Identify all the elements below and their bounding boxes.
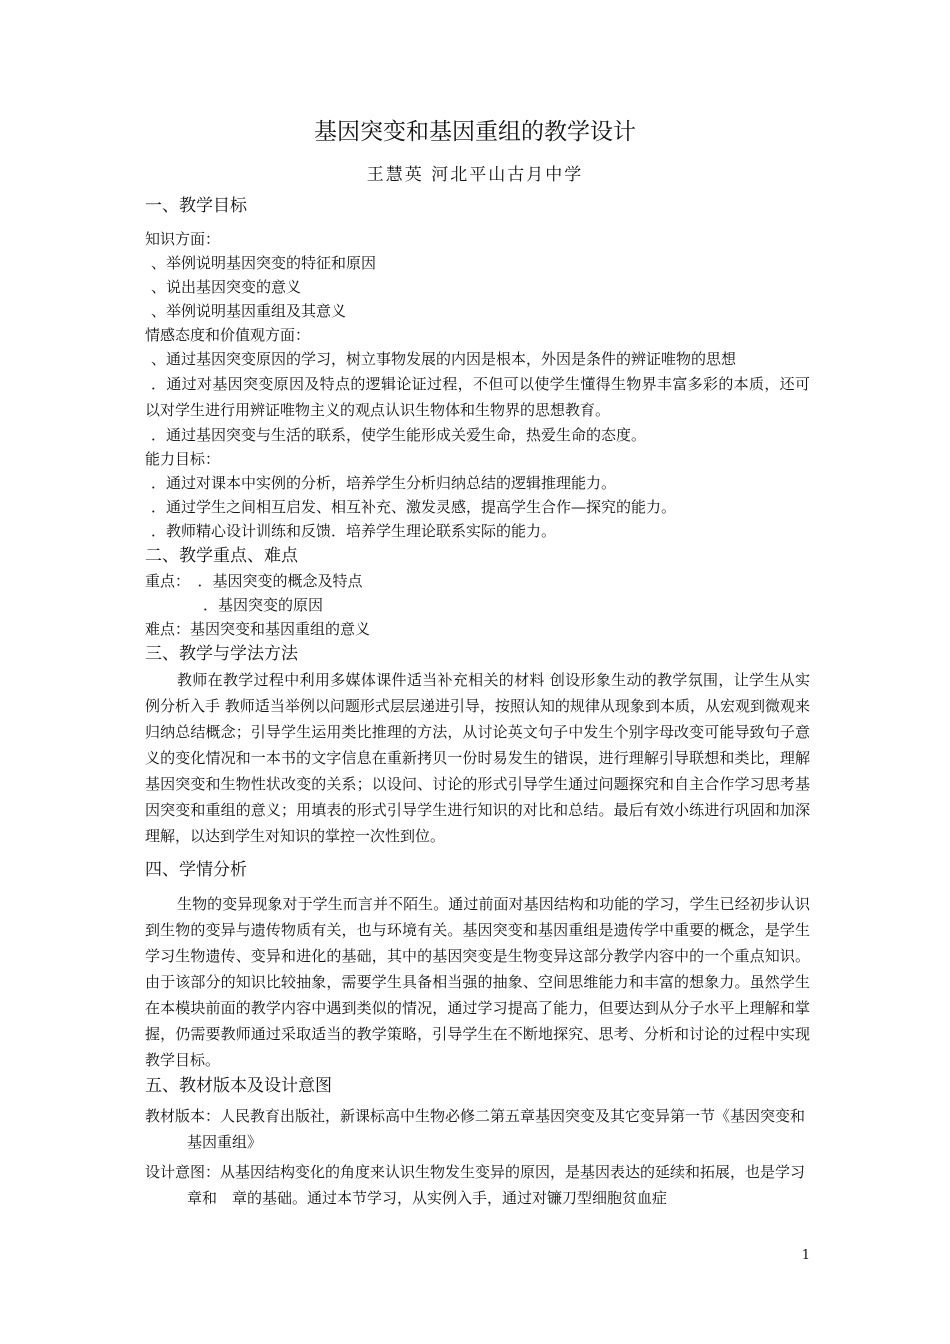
page-number: 1 bbox=[801, 1248, 810, 1263]
ability-label: 能力目标： bbox=[145, 450, 221, 468]
document-body bbox=[145, 193, 821, 1211]
ability-item: ．通过对课本中实例的分析，培养学生分析归纳总结的逻辑推理能力。 bbox=[151, 474, 617, 492]
difficulty-line: 难点：基因突变和基因重组的意义 bbox=[145, 620, 371, 638]
knowledge-item: 、说出基因突变的意义 bbox=[151, 278, 302, 296]
section-heading-methods: 三、教学与学法方法 bbox=[145, 644, 298, 664]
key-point-line: ．基因突变的原因 bbox=[203, 596, 324, 614]
ability-item: ．教师精心设计训练和反馈．培养学生理论联系实际的能力。 bbox=[151, 522, 557, 540]
author-line: 王慧英 河北平山古月中学 bbox=[366, 165, 584, 185]
key-point-line: 重点： ．基因突变的概念及特点 bbox=[145, 572, 363, 590]
learner-analysis-paragraph: 生物的变异现象对于学生而言并不陌生。通过前面对基因结构和功能的学习，学生已经初步认识到生物的变异与遗传物质有关，也与环境有关。基因突变和基因重组是遗传学中重要的概念，是学生学习生物遗传、变异和进化的基础，其中的基因突变是生物变异这部分教学内容中的一个重点知识。由于该部分的知识比较抽象，需要学生具备相当强的抽象、空间思维能力和丰富的想象力。虽然学生在本模块前面的教学内容中遇到类似的情况，通过学习提高了能力，但要达到从分子水平上理解和掌握，仍需要教师通过采取适当的教学策略，引导学生在不断地探究、思考、分析和讨论的过程中实现教学目标。 bbox=[145, 895, 810, 1069]
knowledge-label: 知识方面： bbox=[145, 230, 221, 248]
textbook-edition: 教材版本：人民教育出版社，新课标高中生物必修二第五章基因突变及其它变异第一节《基因突变和基因重组》 bbox=[145, 1107, 806, 1151]
ability-item: ．通过学生之间相互启发、相互补充、激发灵感，提高学生合作—探究的能力。 bbox=[151, 498, 677, 516]
emotion-item: ．通过基因突变与生活的联系，使学生能形成关爱生命，热爱生命的态度。 bbox=[151, 426, 647, 444]
emotion-item: ．通过对基因突变原因及特点的逻辑论证过程，不但可以使学生懂得生物界丰富多彩的本质，还可以对学生进行用辨证唯物主义的观点认识生物体和生物界的思想教育。 bbox=[145, 375, 810, 419]
methods-paragraph: 教师在教学过程中利用多媒体课件适当补充相关的材料 创设形象生动的教学氛围，让学生从实例分析入手 教师适当举例以问题形式层层递进引导，按照认知的规律从现象到本质，从宏观到微观来归纳总结概念；引导学生运用类比推理的方法，从讨论英文句子中发生个别字母改变可能导致句子意义的变化情况和一本书的文字信息在重新拷贝一份时易发生的错误，进行理解引导联想和类比，理解基因突变和生物性状改变的关系；以设问、讨论的形式引导学生通过问题探究和自主合作学习思考基因突变和重组的意义；用填表的形式引导学生进行知识的对比和总结。最后有效小练进行巩固和加深理解，以达到学生对知识的掌控一次性到位。 bbox=[145, 671, 810, 845]
section-heading-learner-analysis: 四、学情分析 bbox=[145, 860, 247, 880]
section-heading-textbook: 五、教材版本及设计意图 bbox=[145, 1076, 332, 1096]
knowledge-item: 、举例说明基因突变的特征和原因 bbox=[151, 254, 377, 272]
section-heading-objectives: 一、教学目标 bbox=[145, 196, 247, 216]
section-heading-key-points: 二、教学重点、难点 bbox=[145, 546, 298, 566]
design-intent: 设计意图：从基因结构变化的角度来认识生物发生变异的原因，是基因表达的延续和拓展，也是学习 章和 章的基础。通过本节学习，从实例入手，通过对镰刀型细胞贫血症 bbox=[145, 1163, 821, 1207]
document-title: 基因突变和基因重组的教学设计 bbox=[314, 119, 636, 145]
emotion-item: 、通过基因突变原因的学习，树立事物发展的内因是根本，外因是条件的辨证唯物的思想 bbox=[151, 350, 737, 368]
knowledge-item: 、举例说明基因重组及其意义 bbox=[151, 302, 347, 320]
emotion-label: 情感态度和价值观方面： bbox=[145, 326, 311, 344]
